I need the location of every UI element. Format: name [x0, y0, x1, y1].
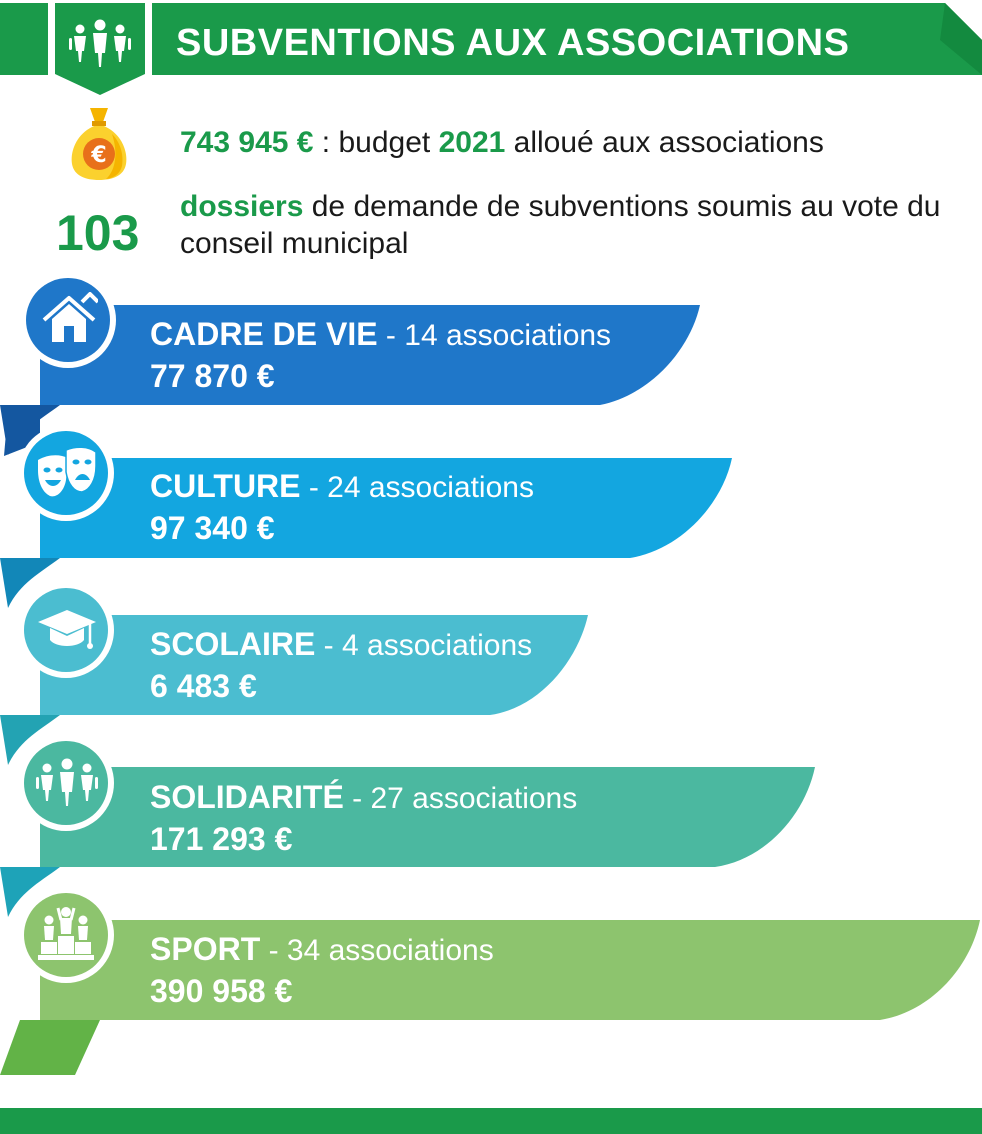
dossiers-count: 103	[56, 205, 140, 261]
category-separator: -	[377, 319, 405, 352]
category-count: 24 associations	[327, 471, 534, 504]
category-count: 4 associations	[342, 629, 533, 662]
category-count: 14 associations	[404, 319, 612, 352]
category-sport	[150, 928, 950, 1012]
dossiers-keyword: dossiers	[180, 190, 304, 223]
budget-summary	[180, 120, 960, 166]
graduation-cap-icon	[36, 604, 98, 656]
category-separator: -	[343, 782, 371, 815]
category-amount: 77 870 €	[150, 358, 275, 394]
category-cadre-de-vie	[150, 313, 950, 397]
category-scolaire	[150, 623, 950, 707]
category-solidarite	[150, 776, 950, 860]
house-icon	[40, 292, 98, 346]
svg-text:€: €	[91, 143, 107, 168]
category-amount: 6 483 €	[150, 668, 257, 704]
money-bag-euro-icon	[68, 104, 130, 182]
category-name: CADRE DE VIE	[150, 316, 378, 352]
budget-separator: : budget	[313, 126, 439, 159]
category-name: SOLIDARITÉ	[150, 779, 344, 815]
budget-year: 2021	[438, 126, 506, 159]
category-name: CULTURE	[150, 468, 301, 504]
category-separator: -	[300, 471, 328, 504]
category-name: SCOLAIRE	[150, 626, 316, 662]
category-count: 34 associations	[286, 934, 494, 967]
category-amount: 390 958 €	[150, 973, 293, 1009]
page-title: SUBVENTIONS AUX ASSOCIATIONS	[176, 22, 850, 64]
podium-icon	[36, 904, 96, 964]
budget-amount: 743 945 €	[180, 126, 314, 159]
dossiers-description: de demande de subventions soumis au vote du conseil municipal	[180, 190, 941, 260]
category-separator: -	[260, 934, 287, 967]
budget-suffix: alloué aux associations	[505, 126, 824, 159]
category-count: 27 associations	[370, 782, 578, 815]
category-culture	[150, 465, 950, 549]
dossiers-summary	[180, 188, 970, 262]
category-name: SPORT	[150, 931, 261, 967]
people-group-icon	[33, 757, 101, 809]
category-amount: 97 340 €	[150, 510, 275, 546]
footer-bar	[0, 1108, 982, 1134]
category-separator: -	[315, 629, 343, 662]
category-amount: 171 293 €	[150, 821, 293, 857]
theater-masks-icon	[34, 444, 100, 504]
people-group-icon	[66, 18, 134, 70]
